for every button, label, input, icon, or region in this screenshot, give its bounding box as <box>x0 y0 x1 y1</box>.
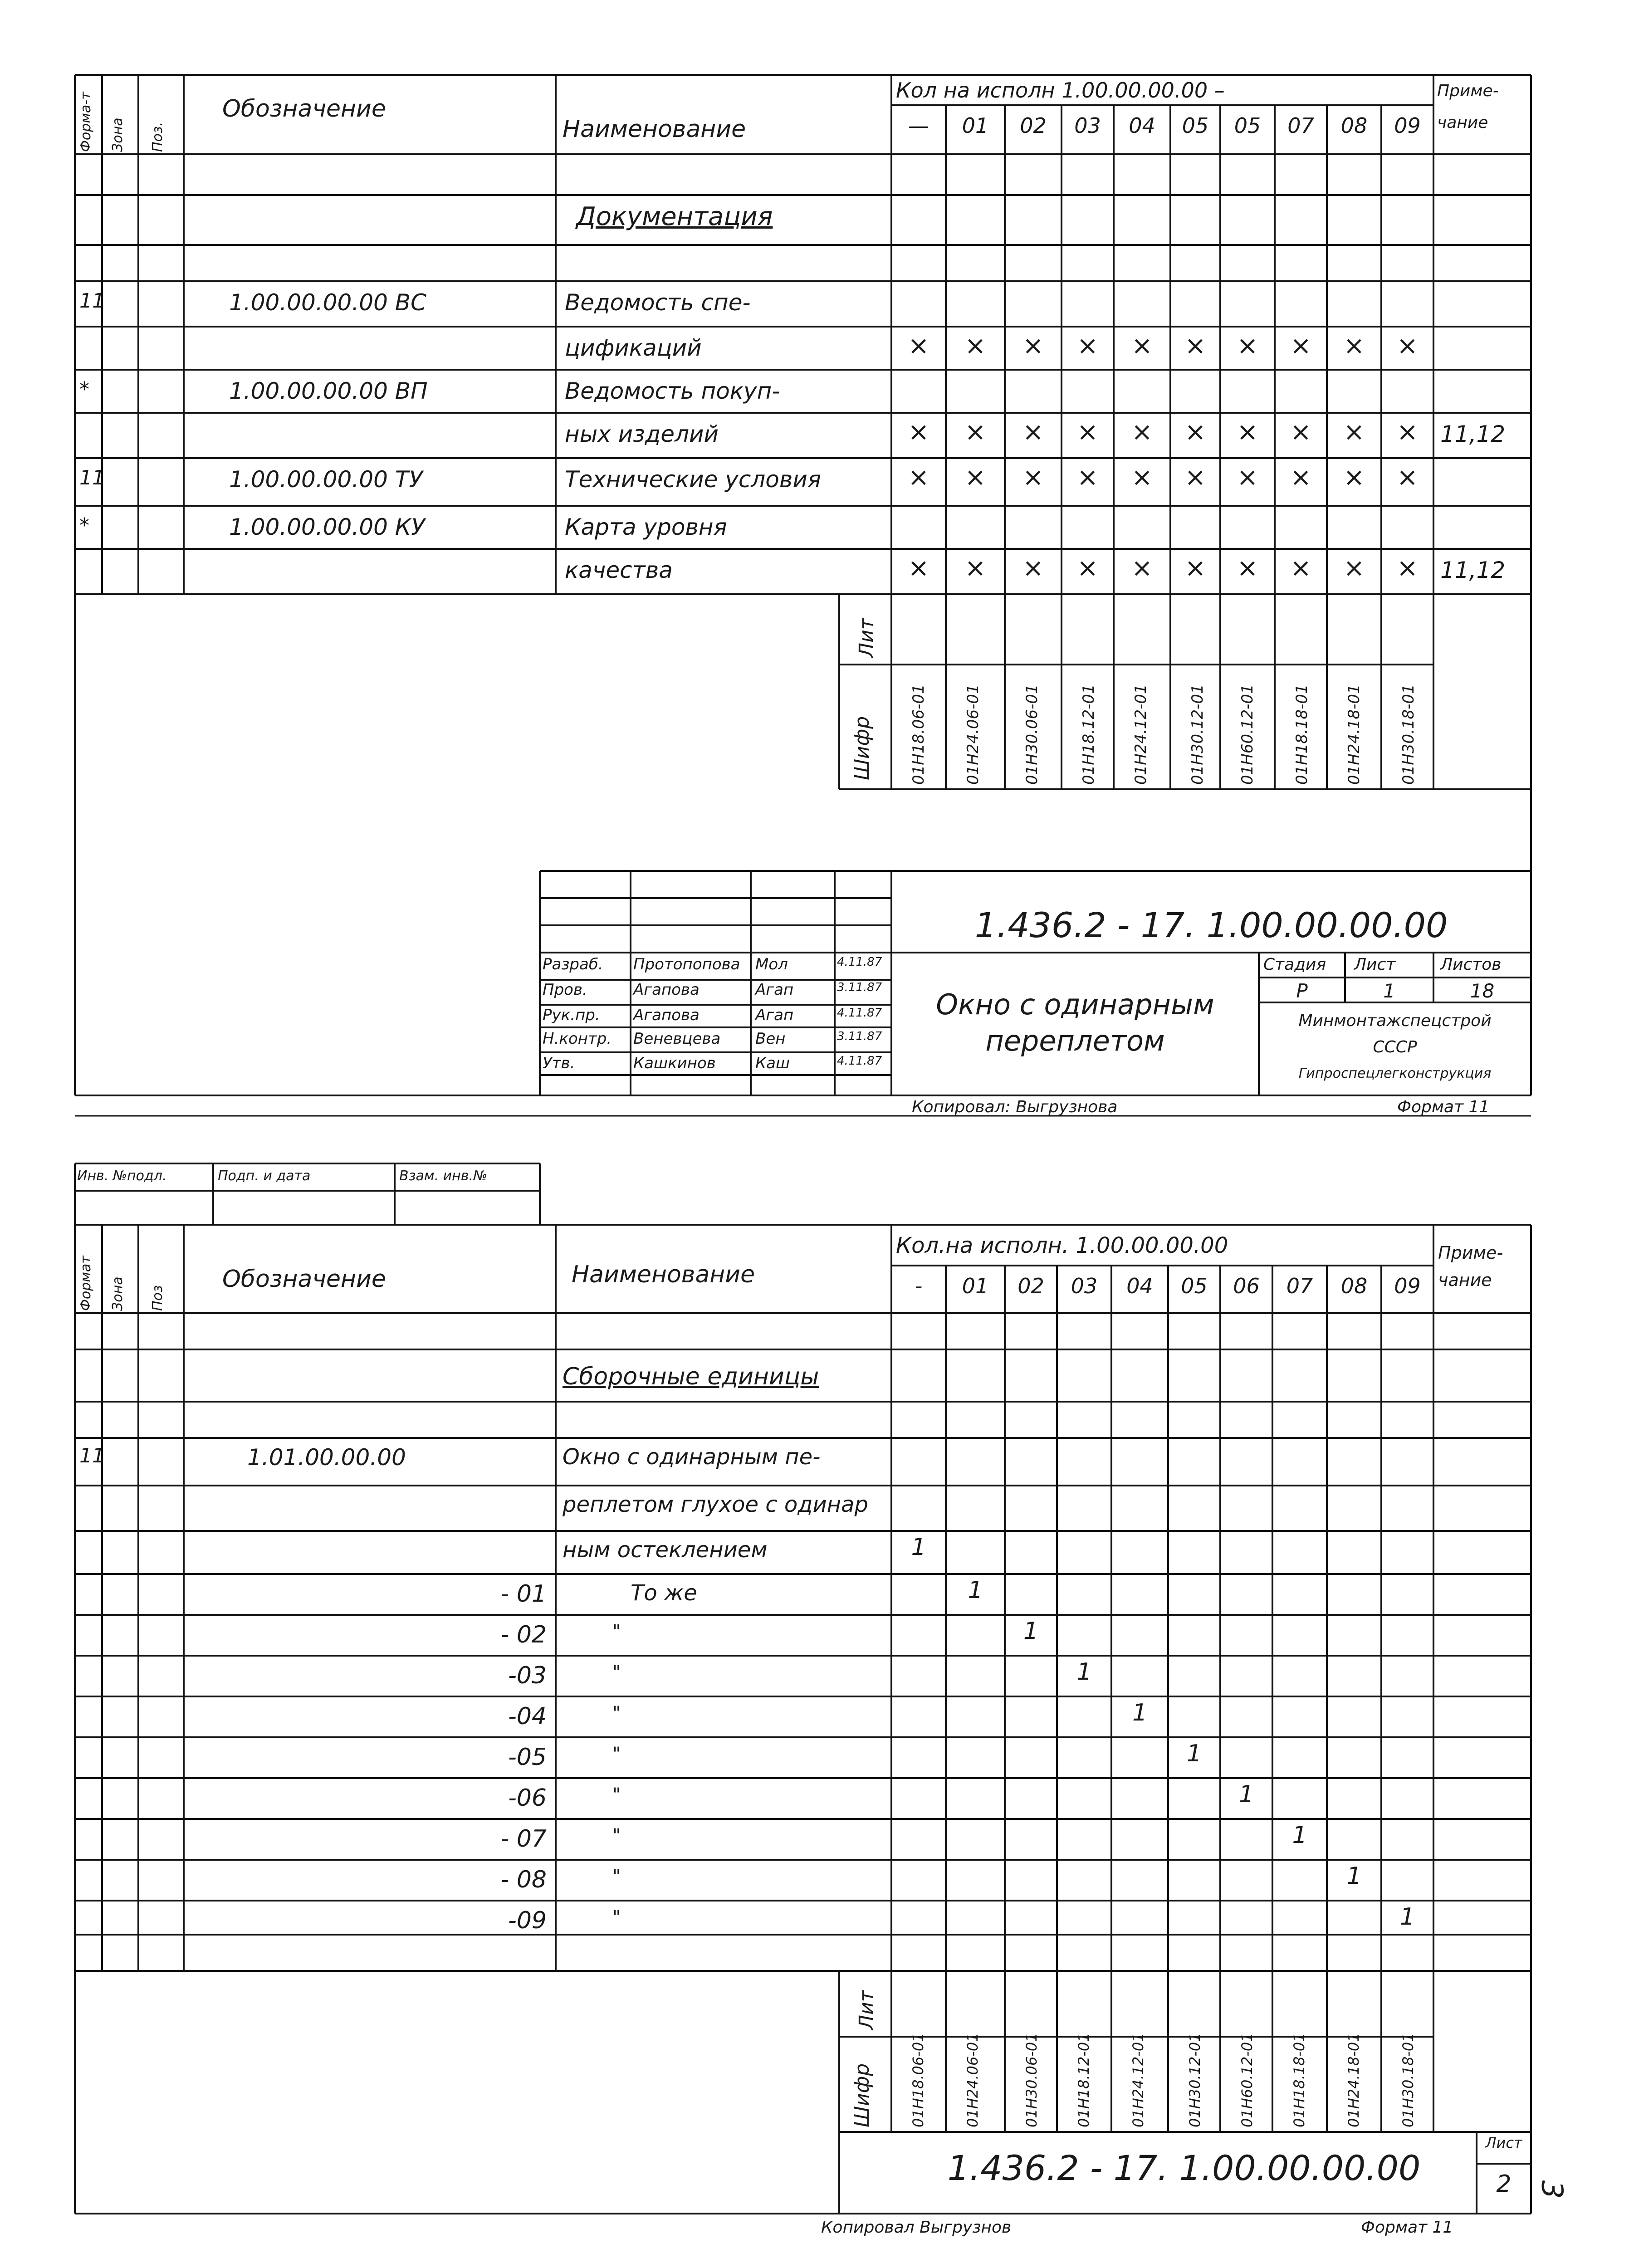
s2-row-naimenovanie: " <box>612 1703 621 1724</box>
row-mark: × <box>908 463 929 492</box>
s2-col-forma-header: Формат <box>78 1256 94 1311</box>
row-mark: × <box>1343 417 1365 447</box>
signer-date: 3.11.87 <box>837 981 882 994</box>
signer-role: Утв. <box>543 1054 575 1072</box>
row-mark: × <box>1237 417 1258 447</box>
s2-qty-col-header: 09 <box>1394 1274 1421 1298</box>
row-format: * <box>79 514 89 537</box>
s2-row-naimenovanie: ным остеклением <box>563 1537 768 1563</box>
row-mark: × <box>1397 553 1418 583</box>
signer-date: 4.11.87 <box>837 955 882 969</box>
s2-row-oboznachenie: -06 <box>508 1784 547 1812</box>
s2-list-label: Лист <box>1485 2134 1522 2151</box>
row-mark: × <box>908 553 929 583</box>
row-format: * <box>79 378 89 401</box>
shifr-value: 01Н18.06-01 <box>910 684 928 785</box>
signer-role: Разраб. <box>543 955 603 973</box>
row-mark: × <box>1343 463 1365 492</box>
s2-shifr-value: 01Н24.06-01 <box>964 2033 981 2127</box>
row-mark: × <box>1131 553 1153 583</box>
qty-col-header: 05 <box>1234 113 1261 138</box>
row-mark: × <box>964 463 986 492</box>
shifr-value: 01Н24.12-01 <box>1132 684 1150 785</box>
row-naimenovanie: Ведомость спе- <box>565 289 751 316</box>
s2-shifr-value: 01Н60.12-01 <box>1238 2033 1256 2127</box>
inv-label-2: Подп. и дата <box>218 1168 311 1184</box>
s2-row-oboznachenie: -09 <box>508 1907 547 1934</box>
shifr-value: 01Н30.12-01 <box>1189 684 1207 785</box>
s2-row-naimenovanie: " <box>612 1662 621 1683</box>
row-naimenovanie: цификаций <box>565 335 702 361</box>
shifr-value: 01Н30.06-01 <box>1023 684 1041 785</box>
row-oboznachenie: 1.00.00.00.00 ТУ <box>229 466 423 493</box>
s2-shifr-value: 01Н18.18-01 <box>1291 2033 1308 2127</box>
kol-title: Кол на исполн 1.00.00.00.00 – <box>896 78 1225 103</box>
row-mark: × <box>908 331 929 361</box>
qty-col-header: 05 <box>1182 113 1209 138</box>
s2-col-oboznachenie-header: Обозначение <box>222 1266 386 1293</box>
row-mark: × <box>1077 463 1098 492</box>
s2-row-qty: 1 <box>968 1577 983 1604</box>
inv-label-3: Взам. инв.№ <box>399 1168 488 1184</box>
org-line-3: Гипроспецлегконструкция <box>1298 1066 1492 1081</box>
list-label: Лист <box>1354 955 1396 974</box>
row-mark: × <box>1131 463 1153 492</box>
signer-name: Веневцева <box>633 1030 721 1048</box>
s2-row-qty: 1 <box>1238 1781 1254 1808</box>
s2-col-zona-header: Зона <box>110 1276 126 1311</box>
s2-prim-header-2: чание <box>1438 1270 1492 1290</box>
s2-row-qty: 1 <box>1186 1740 1202 1767</box>
s2-row-oboznachenie: - 02 <box>500 1621 547 1648</box>
signer-role: Н.контр. <box>543 1030 612 1048</box>
row-mark: × <box>1077 331 1098 361</box>
stamp-title-line-1: Окно с одинарным <box>936 988 1214 1021</box>
qty-col-header: 01 <box>962 113 989 138</box>
s2-row-naimenovanie: " <box>612 1744 621 1765</box>
s2-row-oboznachenie: -04 <box>508 1703 547 1730</box>
row-naimenovanie: Ведомость покуп- <box>565 378 780 404</box>
row-naimenovanie: Технические условия <box>565 466 821 493</box>
prim-header-2: чание <box>1437 113 1488 132</box>
row-primechanie: 11,12 <box>1440 557 1506 583</box>
signer-name: Протопопова <box>633 955 740 973</box>
shifr-value: 01Н30.18-01 <box>1399 684 1418 785</box>
shifr-label: Шифр <box>851 716 874 780</box>
row-mark: × <box>1022 553 1044 583</box>
row-mark: × <box>1184 463 1206 492</box>
row-mark: × <box>1184 553 1206 583</box>
listov-value: 18 <box>1470 980 1495 1002</box>
row-mark: × <box>1077 417 1098 447</box>
row-oboznachenie: 1.00.00.00.00 КУ <box>229 514 425 540</box>
signer-date: 3.11.87 <box>837 1030 882 1043</box>
s2-prim-header-1: Приме- <box>1438 1243 1503 1263</box>
row-mark: × <box>1184 417 1206 447</box>
s2-shifr-value: 01Н18.06-01 <box>910 2033 927 2127</box>
col-oboznachenie-header: Обозначение <box>222 95 386 122</box>
row-mark: × <box>964 331 986 361</box>
listov-label: Листов <box>1440 955 1502 974</box>
s2-row-qty: 1 <box>1292 1822 1307 1849</box>
row-mark: × <box>1290 331 1311 361</box>
s2-shifr-value: 01Н18.12-01 <box>1075 2033 1092 2127</box>
s2-shifr-value: 01Н30.12-01 <box>1186 2033 1203 2127</box>
signer-name: Кашкинов <box>633 1054 716 1072</box>
inv-label-1: Инв. №подл. <box>77 1168 167 1184</box>
section-sborochnye-edinicy: Сборочные единицы <box>563 1363 819 1390</box>
row-mark: × <box>1022 331 1044 361</box>
s2-row-qty: 1 <box>1076 1658 1092 1686</box>
shifr-value: 01Н60.12-01 <box>1238 684 1257 785</box>
row-mark: × <box>1022 463 1044 492</box>
s2-qty-col-header: 05 <box>1181 1274 1208 1298</box>
signer-name: Агапова <box>633 1006 700 1024</box>
signer-date: 4.11.87 <box>837 1054 882 1068</box>
s2-col-poz-header: Поз <box>150 1285 166 1311</box>
s2-shifr-label: Шифр <box>851 2063 874 2127</box>
s2-shifr-value: 01Н24.18-01 <box>1345 2033 1362 2127</box>
s2-row-qty: 1 <box>1346 1862 1362 1890</box>
signer-name: Агапова <box>633 981 700 999</box>
row-mark: × <box>964 553 986 583</box>
col-zona-header: Зона <box>110 117 126 152</box>
s2-row-naimenovanie: " <box>612 1621 621 1642</box>
row-mark: × <box>1184 331 1206 361</box>
qty-col-header: 02 <box>1020 113 1047 138</box>
section-dokumentaciya: Документация <box>576 202 773 231</box>
shifr-value: 01Н24.06-01 <box>964 684 982 785</box>
s2-qty-col-header: 02 <box>1018 1274 1044 1298</box>
qty-col-header: 07 <box>1287 113 1314 138</box>
row-mark: × <box>1343 331 1365 361</box>
s2-row-oboznachenie: -03 <box>508 1662 547 1689</box>
s2-row-naimenovanie: " <box>612 1907 621 1928</box>
stamp-title-line-2: переплетом <box>985 1024 1165 1057</box>
s2-code: 1.436.2 - 17. 1.00.00.00.00 <box>947 2148 1421 2188</box>
s2-shifr-value: 01Н24.12-01 <box>1130 2033 1147 2127</box>
s2-row-qty: 1 <box>1132 1699 1148 1726</box>
s2-row-naimenovanie: " <box>612 1866 621 1887</box>
row-mark: × <box>1237 331 1258 361</box>
s2-list-value: 2 <box>1496 2170 1512 2198</box>
s2-row-naimenovanie: Окно с одинарным пе- <box>563 1444 821 1470</box>
row-mark: × <box>1290 553 1311 583</box>
stadia-label: Стадия <box>1263 955 1326 974</box>
s2-qty-col-header: 01 <box>962 1274 989 1298</box>
s2-row-oboznachenie: - 08 <box>500 1866 547 1893</box>
s2-lit-label: Лит <box>855 1990 878 2030</box>
s2-qty-col-header: 03 <box>1071 1274 1098 1298</box>
shifr-value: 01Н18.12-01 <box>1080 684 1098 785</box>
qty-col-header: 09 <box>1394 113 1421 138</box>
qty-col-header: 04 <box>1129 113 1155 138</box>
s2-qty-col-header: 07 <box>1286 1274 1313 1298</box>
s2-shifr-value: 01Н30.06-01 <box>1023 2033 1040 2127</box>
row-oboznachenie: 1.00.00.00.00 ВС <box>229 289 426 316</box>
org-line-2: СССР <box>1373 1038 1417 1056</box>
col-naimenovanie-header: Наименование <box>563 116 746 143</box>
list-value: 1 <box>1383 980 1395 1002</box>
row-mark: × <box>1290 417 1311 447</box>
s2-qty-col-header: 06 <box>1233 1274 1260 1298</box>
s2-qty-col-header: 08 <box>1340 1274 1368 1298</box>
prim-header-1: Приме- <box>1437 82 1499 100</box>
qty-col-header: 03 <box>1074 113 1101 138</box>
signer-role: Пров. <box>543 981 587 999</box>
stamp-code: 1.436.2 - 17. 1.00.00.00.00 <box>974 905 1448 945</box>
row-mark: × <box>1397 417 1418 447</box>
row-mark: × <box>1237 553 1258 583</box>
format-note-1: Формат 11 <box>1397 1098 1490 1116</box>
row-mark: × <box>964 417 986 447</box>
row-mark: × <box>1237 463 1258 492</box>
s2-row-naimenovanie: То же <box>631 1580 697 1606</box>
row-naimenovanie: качества <box>565 557 673 583</box>
s2-row-oboznachenie: -05 <box>508 1744 547 1771</box>
s2-row-qty: 1 <box>1399 1903 1415 1931</box>
signer-signature: Агап <box>755 1006 794 1024</box>
s2-kol-title: Кол.на исполн. 1.00.00.00.00 <box>896 1233 1228 1258</box>
row-mark: × <box>1131 417 1153 447</box>
signer-date: 4.11.87 <box>837 1006 882 1020</box>
s2-shifr-value: 01Н30.18-01 <box>1399 2033 1417 2127</box>
row-mark: × <box>1077 553 1098 583</box>
s2-row-format: 11 <box>79 1444 105 1467</box>
row-naimenovanie: ных изделий <box>565 421 719 447</box>
signer-signature: Каш <box>755 1054 790 1072</box>
signer-signature: Вен <box>755 1030 786 1048</box>
stadia-value: Р <box>1296 980 1308 1002</box>
s2-row-naimenovanie: " <box>612 1825 621 1846</box>
shifr-value: 01Н24.18-01 <box>1345 684 1363 785</box>
s2-row-oboznachenie: - 01 <box>500 1580 547 1608</box>
copied-note-2: Копировал Выгрузнов <box>821 2218 1012 2237</box>
col-poz-header: Поз. <box>150 122 166 152</box>
qty-col-header: 08 <box>1340 113 1368 138</box>
s2-row-qty: 1 <box>1023 1618 1039 1645</box>
s2-row-qty: 1 <box>911 1534 926 1561</box>
org-line-1: Минмонтажспецстрой <box>1298 1012 1492 1030</box>
s2-col-naimenovanie-header: Наименование <box>572 1261 755 1288</box>
s2-row-naimenovanie: " <box>612 1784 621 1805</box>
s2-qty-col-header: - <box>915 1274 923 1298</box>
page-number: 3 <box>1535 2180 1569 2199</box>
row-naimenovanie: Карта уровня <box>565 514 727 540</box>
shifr-value: 01Н18.18-01 <box>1293 684 1311 785</box>
signer-signature: Мол <box>755 955 788 973</box>
s2-row-naimenovanie: реплетом глухое с одинар <box>563 1492 868 1517</box>
row-mark: × <box>908 417 929 447</box>
qty-col-header: — <box>908 113 929 138</box>
lit-label: Лит <box>855 618 878 658</box>
row-oboznachenie: 1.00.00.00.00 ВП <box>229 378 428 404</box>
row-mark: × <box>1131 331 1153 361</box>
format-note-2: Формат 11 <box>1361 2218 1453 2237</box>
row-mark: × <box>1290 463 1311 492</box>
row-mark: × <box>1397 331 1418 361</box>
col-forma-header: Форма-т <box>78 92 94 152</box>
signer-role: Рук.пр. <box>543 1006 600 1024</box>
row-mark: × <box>1022 417 1044 447</box>
row-primechanie: 11,12 <box>1440 421 1506 447</box>
row-format: 11 <box>79 289 105 313</box>
row-mark: × <box>1343 553 1365 583</box>
s2-row-oboznachenie: 1.01.00.00.00 <box>247 1444 406 1471</box>
s2-row-oboznachenie: - 07 <box>500 1825 547 1853</box>
copied-note-1: Копировал: Выгрузнова <box>912 1098 1118 1116</box>
row-format: 11 <box>79 466 105 489</box>
s2-qty-col-header: 04 <box>1126 1274 1153 1298</box>
row-mark: × <box>1397 463 1418 492</box>
signer-signature: Агап <box>755 981 794 999</box>
